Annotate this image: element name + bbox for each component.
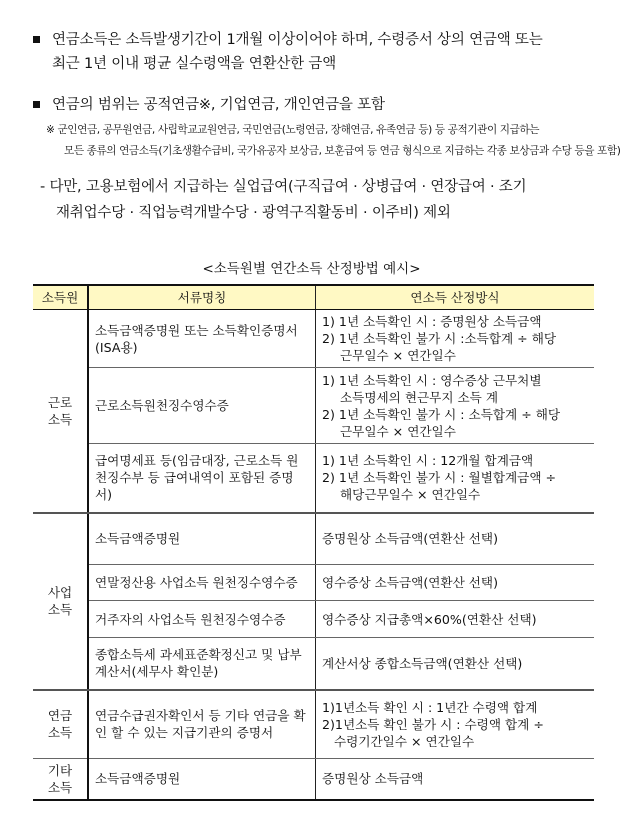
footnote-line: ※ 군인연금, 공무원연금, 사립학교교원연금, 국민연금(노령연금, 장해연금, 유족연금 등) 등 공적기관이 지급하는 bbox=[46, 124, 540, 136]
document-cell: 소득금액증명원 bbox=[88, 513, 316, 565]
table-row bbox=[33, 565, 594, 601]
method-cell: 1) 1년 소득확인 시 : 증명원상 소득금액 2) 1년 소득확인 불가 시 :소득합계 ÷ 해당 근무일수 × 연간일수 bbox=[316, 310, 595, 368]
document-cell: 근로소득원천징수영수증 bbox=[88, 368, 316, 444]
bullet-line: 연금소득은 소득발생기간이 1개월 이상이어야 하며, 수령증서 상의 연금액 또는 bbox=[52, 32, 543, 48]
header-calculation-method: 연소득 산정방식 bbox=[316, 285, 595, 310]
method-cell: 1)1년소득 확인 시 : 1년간 수령액 합계 2)1년소득 확인 불가 시 : 수령액 합계 ÷ 수령기간일수 × 연간일수 bbox=[316, 690, 595, 759]
group-other-income: 기타 소득 bbox=[33, 759, 88, 800]
exception-line: 재취업수당 · 직업능력개발수당 · 광역구직활동비 · 이주비) 제외 bbox=[56, 205, 451, 221]
footnote-line: 모든 종류의 연금소득(기초생활수급비, 국가유공자 보상금, 보훈급여 등 연금 형식으로 지급하는 각종 보상금과 수당 등을 포함) bbox=[64, 145, 621, 157]
exception-line: - 다만, 고용보험에서 지급하는 실업급여(구직급여 · 상병급여 · 연장급여 · 조기 bbox=[40, 179, 527, 195]
bullet-pension-scope bbox=[33, 93, 385, 117]
method-cell: 영수증상 소득금액(연환산 선택) bbox=[316, 565, 595, 601]
header-income-source: 소득원 bbox=[33, 285, 88, 310]
method-cell: 증명원상 소득금액(연환산 선택) bbox=[316, 513, 595, 565]
method-cell: 1) 1년 소득확인 시 : 영수증상 근무처별 소득명세의 현근무지 소득 계 2) 1년 소득확인 불가 시 : 소득합계 ÷ 해당 근무일수 × 연간일수 bbox=[316, 368, 595, 444]
group-labor-income: 근로 소득 bbox=[33, 310, 88, 513]
bullet-line: 최근 1년 이내 평균 실수령액을 연환산한 금액 bbox=[52, 56, 337, 72]
table-row bbox=[33, 444, 594, 513]
bullet-line: 연금의 범위는 공적연금※, 기업연금, 개인연금을 포함 bbox=[52, 97, 385, 113]
document-cell: 급여명세표 등(임금대장, 근로소득 원천징수부 등 급여내역이 포함된 증명서) bbox=[88, 444, 316, 513]
table-title: <소득원별 연간소득 산정방법 예시> bbox=[202, 261, 421, 277]
bullet-pension-income bbox=[33, 28, 543, 76]
method-cell: 계산서상 종합소득금액(연환산 선택) bbox=[316, 638, 595, 690]
document-cell: 연금수급권자확인서 등 기타 연금을 확인 할 수 있는 지급기관의 증명서 bbox=[88, 690, 316, 759]
table-row bbox=[33, 310, 594, 368]
group-business-income: 사업 소득 bbox=[33, 513, 88, 690]
document-cell: 종합소득세 과세표준확정신고 및 납부계산서(세무사 확인분) bbox=[88, 638, 316, 690]
header-document-name: 서류명칭 bbox=[88, 285, 316, 310]
table-row bbox=[33, 690, 594, 759]
income-calculation-table bbox=[33, 284, 594, 801]
document-cell: 소득금액증명원 bbox=[88, 759, 316, 800]
square-bullet-icon bbox=[33, 36, 40, 43]
table-row bbox=[33, 638, 594, 690]
table-row bbox=[33, 601, 594, 638]
method-cell: 증명원상 소득금액 bbox=[316, 759, 595, 800]
document-cell: 연말정산용 사업소득 원천징수영수증 bbox=[88, 565, 316, 601]
table-row bbox=[33, 759, 594, 800]
square-bullet-icon bbox=[33, 101, 40, 108]
method-cell: 1) 1년 소득확인 시 : 12개월 합계금액 2) 1년 소득확인 불가 시 : 월별합계금액 ÷ 해당근무일수 × 연간일수 bbox=[316, 444, 595, 513]
document-cell: 거주자의 사업소득 원천징수영수증 bbox=[88, 601, 316, 638]
group-pension-income: 연금 소득 bbox=[33, 690, 88, 759]
table-row bbox=[33, 513, 594, 565]
document-cell: 소득금액증명원 또는 소득확인증명서 (ISA용) bbox=[88, 310, 316, 368]
exception-text bbox=[40, 174, 526, 226]
footnote bbox=[46, 120, 620, 162]
method-cell: 영수증상 지급총액×60%(연환산 선택) bbox=[316, 601, 595, 638]
table-header-row bbox=[33, 285, 594, 310]
table-row bbox=[33, 368, 594, 444]
